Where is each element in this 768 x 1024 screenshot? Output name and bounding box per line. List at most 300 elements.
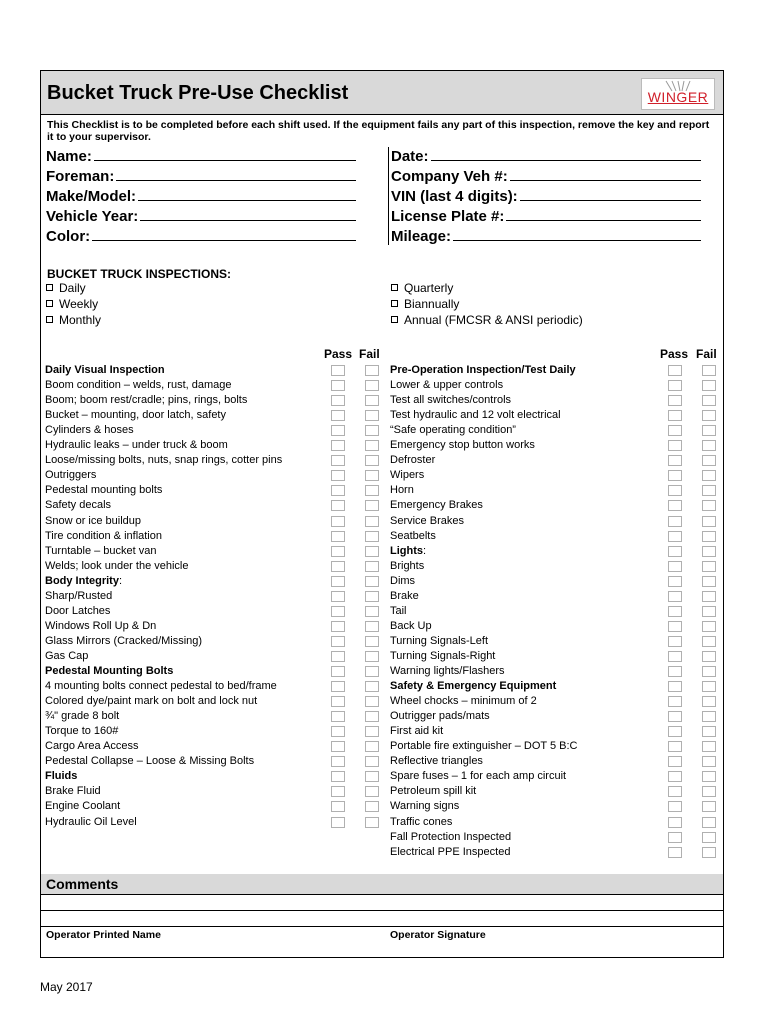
pass-checkbox[interactable]	[331, 440, 345, 451]
field-label: Foreman:	[46, 168, 115, 185]
pass-checkbox[interactable]	[331, 485, 345, 496]
item-label: Door Latches	[45, 605, 111, 617]
fail-checkbox[interactable]	[365, 666, 379, 677]
section-heading	[45, 574, 122, 589]
fail-checkbox[interactable]	[702, 832, 716, 843]
item-label: Petroleum spill kit	[390, 785, 477, 797]
pass-checkbox[interactable]	[331, 516, 345, 527]
fail-checkbox[interactable]	[702, 847, 716, 858]
checklist-item	[390, 483, 414, 498]
pass-checkbox[interactable]	[331, 681, 345, 692]
item-label: Turning Signals-Right	[390, 650, 496, 662]
item-label: 4 mounting bolts connect pedestal to bed/frame	[45, 680, 277, 692]
checklist-item	[390, 604, 407, 619]
fail-checkbox[interactable]	[365, 756, 379, 767]
checklist-item	[390, 784, 476, 799]
pass-checkbox[interactable]	[668, 786, 682, 797]
item-label: Engine Coolant	[45, 800, 121, 812]
pass-checkbox[interactable]	[331, 531, 345, 542]
pass-checkbox[interactable]	[331, 696, 345, 707]
checklist-item	[45, 544, 157, 559]
fail-checkbox[interactable]	[702, 576, 716, 587]
frequency-option-left-0[interactable]	[46, 281, 86, 295]
pass-checkbox[interactable]	[331, 546, 345, 557]
fail-checkbox[interactable]	[365, 531, 379, 542]
checklist-form	[40, 70, 724, 958]
frequency-label: Monthly	[59, 313, 102, 327]
fail-column-header-right: Fail	[696, 347, 717, 361]
operator-signature-label: Operator Signature	[390, 929, 486, 941]
pass-checkbox[interactable]	[668, 470, 682, 481]
item-label: Spare fuses – 1 for each amp circuit	[390, 770, 567, 782]
fail-checkbox[interactable]	[702, 500, 716, 511]
fail-checkbox[interactable]	[702, 516, 716, 527]
checklist-item	[45, 634, 202, 649]
inspection-frequency-heading: BUCKET TRUCK INSPECTIONS:	[47, 267, 232, 281]
item-label: Glass Mirrors (Cracked/Missing)	[45, 635, 203, 647]
pass-checkbox[interactable]	[331, 771, 345, 782]
item-label: Cargo Area Access	[45, 740, 139, 752]
checkbox-icon[interactable]	[391, 316, 398, 323]
section-heading	[390, 363, 576, 378]
item-label: Safety & Emergency Equipment	[390, 680, 557, 692]
pass-checkbox[interactable]	[668, 741, 682, 752]
checklist-item	[390, 769, 566, 784]
pass-column-header-right: Pass	[660, 347, 689, 361]
fail-checkbox[interactable]	[702, 711, 716, 722]
pass-checkbox[interactable]	[331, 606, 345, 617]
fail-checkbox[interactable]	[702, 365, 716, 376]
item-label: Pedestal mounting bolts	[45, 484, 163, 496]
item-label: Loose/missing bolts, nuts, snap rings, cotter pins	[45, 454, 283, 466]
field-input-line[interactable]	[431, 147, 701, 161]
pass-checkbox[interactable]	[668, 591, 682, 602]
field-label: Mileage:	[391, 228, 452, 245]
field-label: Make/Model:	[46, 188, 137, 205]
checklist-item	[390, 378, 503, 393]
item-label: Turntable – bucket van	[45, 545, 157, 557]
fail-checkbox[interactable]	[365, 681, 379, 692]
fail-checkbox[interactable]	[365, 500, 379, 511]
frequency-label: Biannually	[404, 297, 460, 311]
checklist-item	[45, 438, 228, 453]
checklist-item	[390, 619, 432, 634]
checklist-item	[390, 815, 452, 830]
item-label: Wipers	[390, 469, 425, 481]
pass-checkbox[interactable]	[668, 516, 682, 527]
checklist-item	[390, 709, 490, 724]
pass-checkbox[interactable]	[668, 696, 682, 707]
item-label: Lower & upper controls	[390, 379, 504, 391]
pass-checkbox[interactable]	[668, 636, 682, 647]
comments-label: Comments	[46, 876, 119, 892]
checklist-item	[390, 634, 488, 649]
fail-checkbox[interactable]	[365, 440, 379, 451]
item-label: First aid kit	[390, 725, 444, 737]
pass-checkbox[interactable]	[668, 817, 682, 828]
pass-checkbox[interactable]	[331, 726, 345, 737]
fail-checkbox[interactable]	[365, 711, 379, 722]
fail-checkbox[interactable]	[365, 516, 379, 527]
checklist-item	[390, 423, 516, 438]
fail-checkbox[interactable]	[702, 696, 716, 707]
checklist-item	[45, 498, 111, 513]
pass-checkbox[interactable]	[331, 410, 345, 421]
field-input-line[interactable]	[138, 187, 356, 201]
section-heading	[45, 769, 77, 784]
checklist-item	[45, 739, 139, 754]
pass-checkbox[interactable]	[668, 395, 682, 406]
fail-checkbox[interactable]	[365, 470, 379, 481]
pass-checkbox[interactable]	[668, 606, 682, 617]
pass-checkbox[interactable]	[331, 711, 345, 722]
checkbox-icon[interactable]	[46, 300, 53, 307]
pass-checkbox[interactable]	[331, 817, 345, 828]
field-left-2	[46, 187, 356, 206]
item-label: Body Integrity	[45, 575, 119, 587]
checklist-item	[45, 514, 141, 529]
field-label: Date:	[391, 148, 429, 165]
fail-checkbox[interactable]	[702, 591, 716, 602]
fail-checkbox[interactable]	[702, 651, 716, 662]
fail-checkbox[interactable]	[365, 771, 379, 782]
item-label: Gas Cap	[45, 650, 89, 662]
item-label: Horn	[390, 484, 414, 496]
operator-printed-name-label: Operator Printed Name	[46, 929, 161, 941]
fail-checkbox[interactable]	[365, 410, 379, 421]
item-label: Lights	[390, 545, 423, 557]
fail-checkbox[interactable]	[365, 741, 379, 752]
checklist-item	[45, 649, 88, 664]
frequency-option-right-2[interactable]	[391, 313, 583, 327]
item-label-suffix: :	[118, 575, 123, 587]
fail-checkbox[interactable]	[365, 636, 379, 647]
field-left-1	[46, 167, 356, 186]
item-label: Snow or ice buildup	[45, 515, 142, 527]
checklist-item	[390, 649, 495, 664]
item-label: Pedestal Mounting Bolts	[45, 665, 174, 677]
item-label: Warning lights/Flashers	[390, 665, 505, 677]
fail-checkbox[interactable]	[365, 651, 379, 662]
pass-checkbox[interactable]	[331, 425, 345, 436]
comments-header	[41, 874, 723, 894]
item-label: Windows Roll Up & Dn	[45, 620, 157, 632]
fail-checkbox[interactable]	[365, 425, 379, 436]
item-label: Defroster	[390, 454, 436, 466]
fail-checkbox[interactable]	[702, 817, 716, 828]
fail-checkbox[interactable]	[365, 561, 379, 572]
pass-checkbox[interactable]	[331, 786, 345, 797]
fail-checkbox[interactable]	[365, 395, 379, 406]
pass-checkbox[interactable]	[331, 395, 345, 406]
fail-checkbox[interactable]	[365, 546, 379, 557]
frequency-option-right-0[interactable]	[391, 281, 453, 295]
pass-checkbox[interactable]	[668, 771, 682, 782]
fail-checkbox[interactable]	[365, 786, 379, 797]
checklist-item	[45, 453, 282, 468]
checklist-item	[45, 408, 226, 423]
fail-checkbox[interactable]	[702, 606, 716, 617]
field-input-line[interactable]	[140, 207, 356, 221]
pass-checkbox[interactable]	[668, 621, 682, 632]
fail-checkbox[interactable]	[365, 621, 379, 632]
item-label: Turning Signals-Left	[390, 635, 489, 647]
checklist-item	[45, 393, 247, 408]
pass-checkbox[interactable]	[668, 500, 682, 511]
fail-checkbox[interactable]	[702, 726, 716, 737]
frequency-option-left-1[interactable]	[46, 297, 98, 311]
item-label: Outriggers	[45, 469, 97, 481]
checklist-item	[390, 498, 483, 513]
checklist-item	[390, 408, 561, 423]
checkbox-icon[interactable]	[46, 284, 53, 291]
fail-checkbox[interactable]	[365, 380, 379, 391]
item-label: Reflective triangles	[390, 755, 483, 767]
footer-date: May 2017	[40, 980, 93, 994]
pass-checkbox[interactable]	[668, 666, 682, 677]
field-label: Color:	[46, 228, 91, 245]
pass-checkbox[interactable]	[668, 561, 682, 572]
checklist-item	[45, 694, 257, 709]
item-label: Boom; boom rest/cradle; pins, rings, bolts	[45, 394, 248, 406]
pass-checkbox[interactable]	[668, 425, 682, 436]
checklist-item	[390, 514, 464, 529]
pass-checkbox[interactable]	[331, 455, 345, 466]
item-label: Tail	[390, 605, 407, 617]
checklist-item	[45, 815, 137, 830]
pass-checkbox[interactable]	[668, 801, 682, 812]
field-input-line[interactable]	[116, 167, 356, 181]
item-label: Hydraulic Oil Level	[45, 816, 137, 828]
fail-checkbox[interactable]	[365, 606, 379, 617]
section-heading	[390, 679, 556, 694]
field-label: Vehicle Year:	[46, 208, 139, 225]
checklist-item	[390, 724, 443, 739]
field-input-line[interactable]	[92, 227, 356, 241]
fail-checkbox[interactable]	[365, 696, 379, 707]
item-label: Emergency stop button works	[390, 439, 535, 451]
fail-checkbox[interactable]	[702, 380, 716, 391]
item-label: Portable fire extinguisher – DOT 5 B:C	[390, 740, 578, 752]
pass-checkbox[interactable]	[331, 621, 345, 632]
checkbox-icon[interactable]	[391, 300, 398, 307]
pass-column-header-left: Pass	[324, 347, 353, 361]
pass-checkbox[interactable]	[668, 681, 682, 692]
field-divider	[388, 147, 389, 245]
item-label: Daily Visual Inspection	[45, 364, 165, 376]
fail-checkbox[interactable]	[365, 455, 379, 466]
pass-checkbox[interactable]	[668, 756, 682, 767]
fail-column-header-left: Fail	[359, 347, 380, 361]
fail-checkbox[interactable]	[702, 455, 716, 466]
pass-checkbox[interactable]	[331, 470, 345, 481]
field-label: Company Veh #:	[391, 168, 508, 185]
fail-checkbox[interactable]	[702, 561, 716, 572]
pass-checkbox[interactable]	[331, 561, 345, 572]
frequency-label: Daily	[59, 281, 86, 295]
pass-checkbox[interactable]	[331, 365, 345, 376]
fail-checkbox[interactable]	[702, 470, 716, 481]
item-label: Outrigger pads/mats	[390, 710, 490, 722]
field-input-line[interactable]	[506, 207, 701, 221]
checklist-item	[390, 664, 505, 679]
checklist-item	[390, 830, 511, 845]
checklist-item	[45, 619, 156, 634]
fail-checkbox[interactable]	[702, 425, 716, 436]
pass-checkbox[interactable]	[668, 711, 682, 722]
checklist-item	[390, 559, 424, 574]
item-label: Boom condition – welds, rust, damage	[45, 379, 232, 391]
fail-checkbox[interactable]	[702, 786, 716, 797]
fail-checkbox[interactable]	[365, 817, 379, 828]
checklist-item	[45, 378, 232, 393]
fail-checkbox[interactable]	[702, 440, 716, 451]
pass-checkbox[interactable]	[331, 651, 345, 662]
pass-checkbox[interactable]	[331, 636, 345, 647]
checklist-item	[45, 589, 112, 604]
checklist-item	[390, 589, 419, 604]
field-left-0	[46, 147, 356, 166]
pass-checkbox[interactable]	[668, 847, 682, 858]
fail-checkbox[interactable]	[365, 726, 379, 737]
field-input-line[interactable]	[520, 187, 701, 201]
pass-checkbox[interactable]	[668, 380, 682, 391]
fail-checkbox[interactable]	[702, 395, 716, 406]
fail-checkbox[interactable]	[365, 801, 379, 812]
fail-checkbox[interactable]	[365, 365, 379, 376]
logo-text: WINGER	[647, 89, 709, 105]
frequency-option-left-2[interactable]	[46, 313, 101, 327]
fail-checkbox[interactable]	[702, 485, 716, 496]
pass-checkbox[interactable]	[668, 455, 682, 466]
checklist-item	[45, 468, 96, 483]
comments-line-bottom	[41, 910, 723, 911]
item-label: Dims	[390, 575, 416, 587]
item-label: Safety decals	[45, 499, 112, 511]
field-left-3	[46, 207, 356, 226]
item-label: ¾" grade 8 bolt	[45, 710, 120, 722]
checklist-item	[45, 604, 110, 619]
item-label: Pedestal Collapse – Loose & Missing Bolts	[45, 755, 255, 767]
section-heading	[45, 664, 173, 679]
item-label: Service Brakes	[390, 515, 464, 527]
fail-checkbox[interactable]	[365, 576, 379, 587]
field-label: Name:	[46, 148, 92, 165]
field-input-line[interactable]	[453, 227, 701, 241]
pass-checkbox[interactable]	[331, 500, 345, 511]
item-label: Back Up	[390, 620, 432, 632]
pass-checkbox[interactable]	[668, 832, 682, 843]
pass-checkbox[interactable]	[331, 666, 345, 677]
item-label: Brights	[390, 560, 425, 572]
checklist-item	[45, 754, 254, 769]
checklist-item	[390, 739, 578, 754]
pass-checkbox[interactable]	[331, 380, 345, 391]
checklist-item	[390, 574, 415, 589]
checkbox-icon[interactable]	[391, 284, 398, 291]
checklist-item	[45, 724, 118, 739]
checklist-item	[45, 483, 162, 498]
fail-checkbox[interactable]	[702, 771, 716, 782]
fail-checkbox[interactable]	[702, 681, 716, 692]
item-label: Tire condition & inflation	[45, 530, 162, 542]
pass-checkbox[interactable]	[668, 546, 682, 557]
instructions-text: This Checklist is to be completed before each shift used. If the equipment fails any part of this inspection, remove the key and report it to your supervisor.	[47, 119, 710, 143]
comments-line-top	[41, 894, 723, 895]
checklist-item	[45, 784, 101, 799]
frequency-option-right-1[interactable]	[391, 297, 459, 311]
checklist-item	[390, 799, 459, 814]
item-label: Colored dye/paint mark on bolt and lock nut	[45, 695, 258, 707]
item-label: Traffic cones	[390, 816, 453, 828]
checklist-item	[45, 423, 134, 438]
fail-checkbox[interactable]	[702, 801, 716, 812]
checklist-item	[45, 679, 277, 694]
checkbox-icon[interactable]	[46, 316, 53, 323]
field-label: VIN (last 4 digits):	[391, 188, 518, 205]
checklist-item	[390, 754, 483, 769]
fail-checkbox[interactable]	[702, 741, 716, 752]
pass-checkbox[interactable]	[668, 365, 682, 376]
item-label: “Safe operating condition”	[390, 424, 516, 436]
item-label: Torque to 160#	[45, 725, 119, 737]
item-label: Sharp/Rusted	[45, 590, 113, 602]
pass-checkbox[interactable]	[668, 531, 682, 542]
pass-checkbox[interactable]	[668, 410, 682, 421]
title-bar	[41, 71, 723, 115]
item-label: Test hydraulic and 12 volt electrical	[390, 409, 561, 421]
fail-checkbox[interactable]	[702, 666, 716, 677]
fail-checkbox[interactable]	[702, 410, 716, 421]
pass-checkbox[interactable]	[668, 485, 682, 496]
fail-checkbox[interactable]	[365, 485, 379, 496]
fail-checkbox[interactable]	[702, 546, 716, 557]
pass-checkbox[interactable]	[331, 591, 345, 602]
checklist-item	[390, 438, 535, 453]
pass-checkbox[interactable]	[668, 576, 682, 587]
item-label: Fall Protection Inspected	[390, 831, 512, 843]
winger-logo	[641, 78, 715, 110]
field-left-4	[46, 227, 356, 246]
pass-checkbox[interactable]	[668, 651, 682, 662]
item-label: Test all switches/controls	[390, 394, 512, 406]
checklist-item	[390, 453, 435, 468]
fail-checkbox[interactable]	[702, 636, 716, 647]
item-label: Brake Fluid	[45, 785, 101, 797]
fail-checkbox[interactable]	[702, 756, 716, 767]
fail-checkbox[interactable]	[365, 591, 379, 602]
item-label: Electrical PPE Inspected	[390, 846, 511, 858]
field-input-line[interactable]	[510, 167, 701, 181]
field-input-line[interactable]	[94, 147, 356, 161]
fail-checkbox[interactable]	[702, 531, 716, 542]
checklist-item	[390, 845, 510, 860]
pass-checkbox[interactable]	[331, 801, 345, 812]
frequency-label: Weekly	[59, 297, 99, 311]
pass-checkbox[interactable]	[331, 756, 345, 767]
pass-checkbox[interactable]	[331, 576, 345, 587]
frequency-label: Quarterly	[404, 281, 454, 295]
section-heading	[45, 363, 165, 378]
pass-checkbox[interactable]	[331, 741, 345, 752]
checklist-item	[390, 694, 537, 709]
fail-checkbox[interactable]	[702, 621, 716, 632]
pass-checkbox[interactable]	[668, 726, 682, 737]
item-label: Wheel chocks – minimum of 2	[390, 695, 537, 707]
item-label: Emergency Brakes	[390, 499, 483, 511]
pass-checkbox[interactable]	[668, 440, 682, 451]
checklist-item	[390, 393, 511, 408]
